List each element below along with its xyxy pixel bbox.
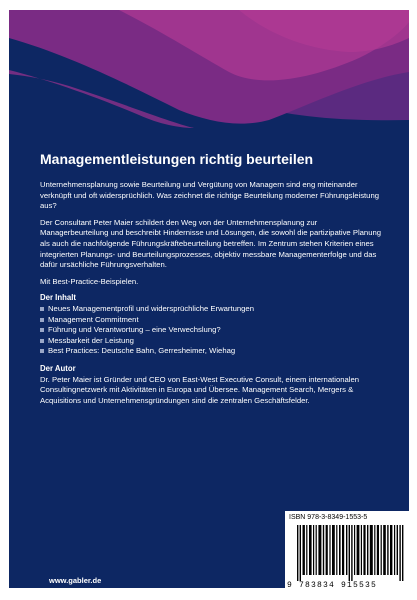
list-item: Messbarkeit der Leistung <box>40 336 382 347</box>
bullet-icon <box>40 328 44 332</box>
author-paragraph: Dr. Peter Maier ist Gründer und CEO von East-West Executive Consult, einem internationalen Consultingnetzwerk mit Aktivitäten in Europa und Übersee. Management Search, Mergers & Acquisitions und Unternehmensgründungen sind die zentralen Geschäftsfelder. <box>40 374 360 405</box>
isbn-label: ISBN 978-3-8349-1553-5 <box>289 514 368 521</box>
intro-paragraph: Unternehmensplanung sowie Beurteilung und Vergütung von Managern sind eng miteinander verknüpft und oft widersprüchlich. Was zeichnet die richtige Beurteilung moderner Führungsleistung aus? <box>40 180 379 211</box>
publisher-website[interactable]: www.gabler.de <box>49 576 102 585</box>
bullet-icon <box>40 318 44 322</box>
bullet-icon <box>40 349 44 353</box>
decorative-curve-art <box>9 10 409 140</box>
back-cover <box>9 10 409 588</box>
contents-list <box>40 304 382 357</box>
barcode-icon <box>297 525 405 581</box>
bullet-icon <box>40 339 44 343</box>
barcode-box <box>285 511 409 588</box>
list-item: Management Commitment <box>40 315 382 326</box>
list-item: Best Practices: Deutsche Bahn, Gerresheimer, Wiehag <box>40 346 382 357</box>
back-cover-text <box>40 151 382 412</box>
best-practice-note: Mit Best-Practice-Beispielen. <box>40 276 139 286</box>
author-heading: Der Autor <box>40 363 76 373</box>
body-paragraph: Der Consultant Peter Maier schildert den Weg von der Unternehmensplanung zur Managerbeurteilung und beschreibt Hindernisse und Lösungen, die sowohl die partizipative Planung als auch die nachfolgende Führungskräftebeurteilung betreffen. Im Zentrum stehen Kriterien eines integrierten Planungs- und Beurteilungsprozesses, objektiv messbare Managementerfolge und das dafür ursächliche Führungsverhalten. <box>40 217 382 270</box>
barcode-digits: 9 783834 915535 <box>287 581 378 588</box>
list-item: Führung und Verantwortung – eine Verwechslung? <box>40 325 382 336</box>
list-item: Neues Managementprofil und widersprüchliche Erwartungen <box>40 304 382 315</box>
contents-heading: Der Inhalt <box>40 293 76 303</box>
book-title: Managementleistungen richtig beurteilen <box>40 151 314 167</box>
bullet-icon <box>40 307 44 311</box>
